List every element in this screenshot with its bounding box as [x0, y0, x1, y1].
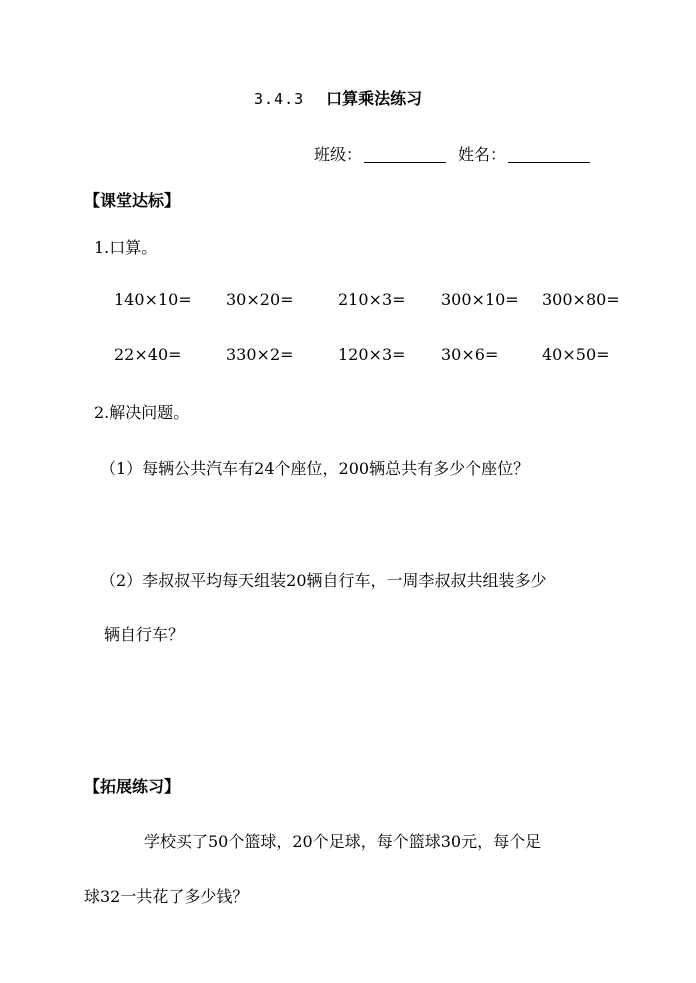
name-blank[interactable]	[508, 146, 590, 163]
calc-item: 330×2=	[226, 345, 294, 364]
lesson-number: 3.4.3	[254, 90, 305, 108]
question-1-label: 1.口算。	[94, 238, 158, 257]
extension-problem-line-2: 球32一共花了多少钱？	[84, 887, 249, 906]
section-heading-extension: 【拓展练习】	[84, 777, 181, 796]
calc-item: 140×10=	[114, 290, 192, 309]
question-2-part-2-line-1: （2）李叔叔平均每天组装20辆自行车，一周李叔叔共组装多少	[100, 571, 547, 590]
section-heading-classroom: 【课堂达标】	[84, 191, 181, 210]
calc-item: 300×80=	[542, 290, 620, 309]
class-blank[interactable]	[364, 146, 446, 163]
calc-item: 40×50=	[542, 345, 610, 364]
calc-item: 30×6=	[441, 345, 499, 364]
question-2-label: 2.解决问题。	[94, 403, 190, 422]
calc-item: 22×40=	[114, 345, 182, 364]
calc-item: 300×10=	[441, 290, 519, 309]
question-2-part-1: （1）每辆公共汽车有24个座位，200辆总共有多少个座位？	[100, 459, 530, 478]
question-2-part-2-line-2: 辆自行车？	[104, 625, 185, 644]
student-info	[314, 142, 590, 165]
calc-item: 30×20=	[226, 290, 294, 309]
calc-item: 120×3=	[338, 345, 406, 364]
page-title	[254, 86, 422, 109]
extension-problem-line-1: 学校买了50个篮球，20个足球，每个篮球30元，每个足	[144, 832, 542, 851]
calc-item: 210×3=	[338, 290, 406, 309]
name-label: 姓名：	[458, 145, 507, 164]
class-label: 班级：	[314, 145, 363, 164]
lesson-name: 口算乘法练习	[326, 89, 423, 108]
